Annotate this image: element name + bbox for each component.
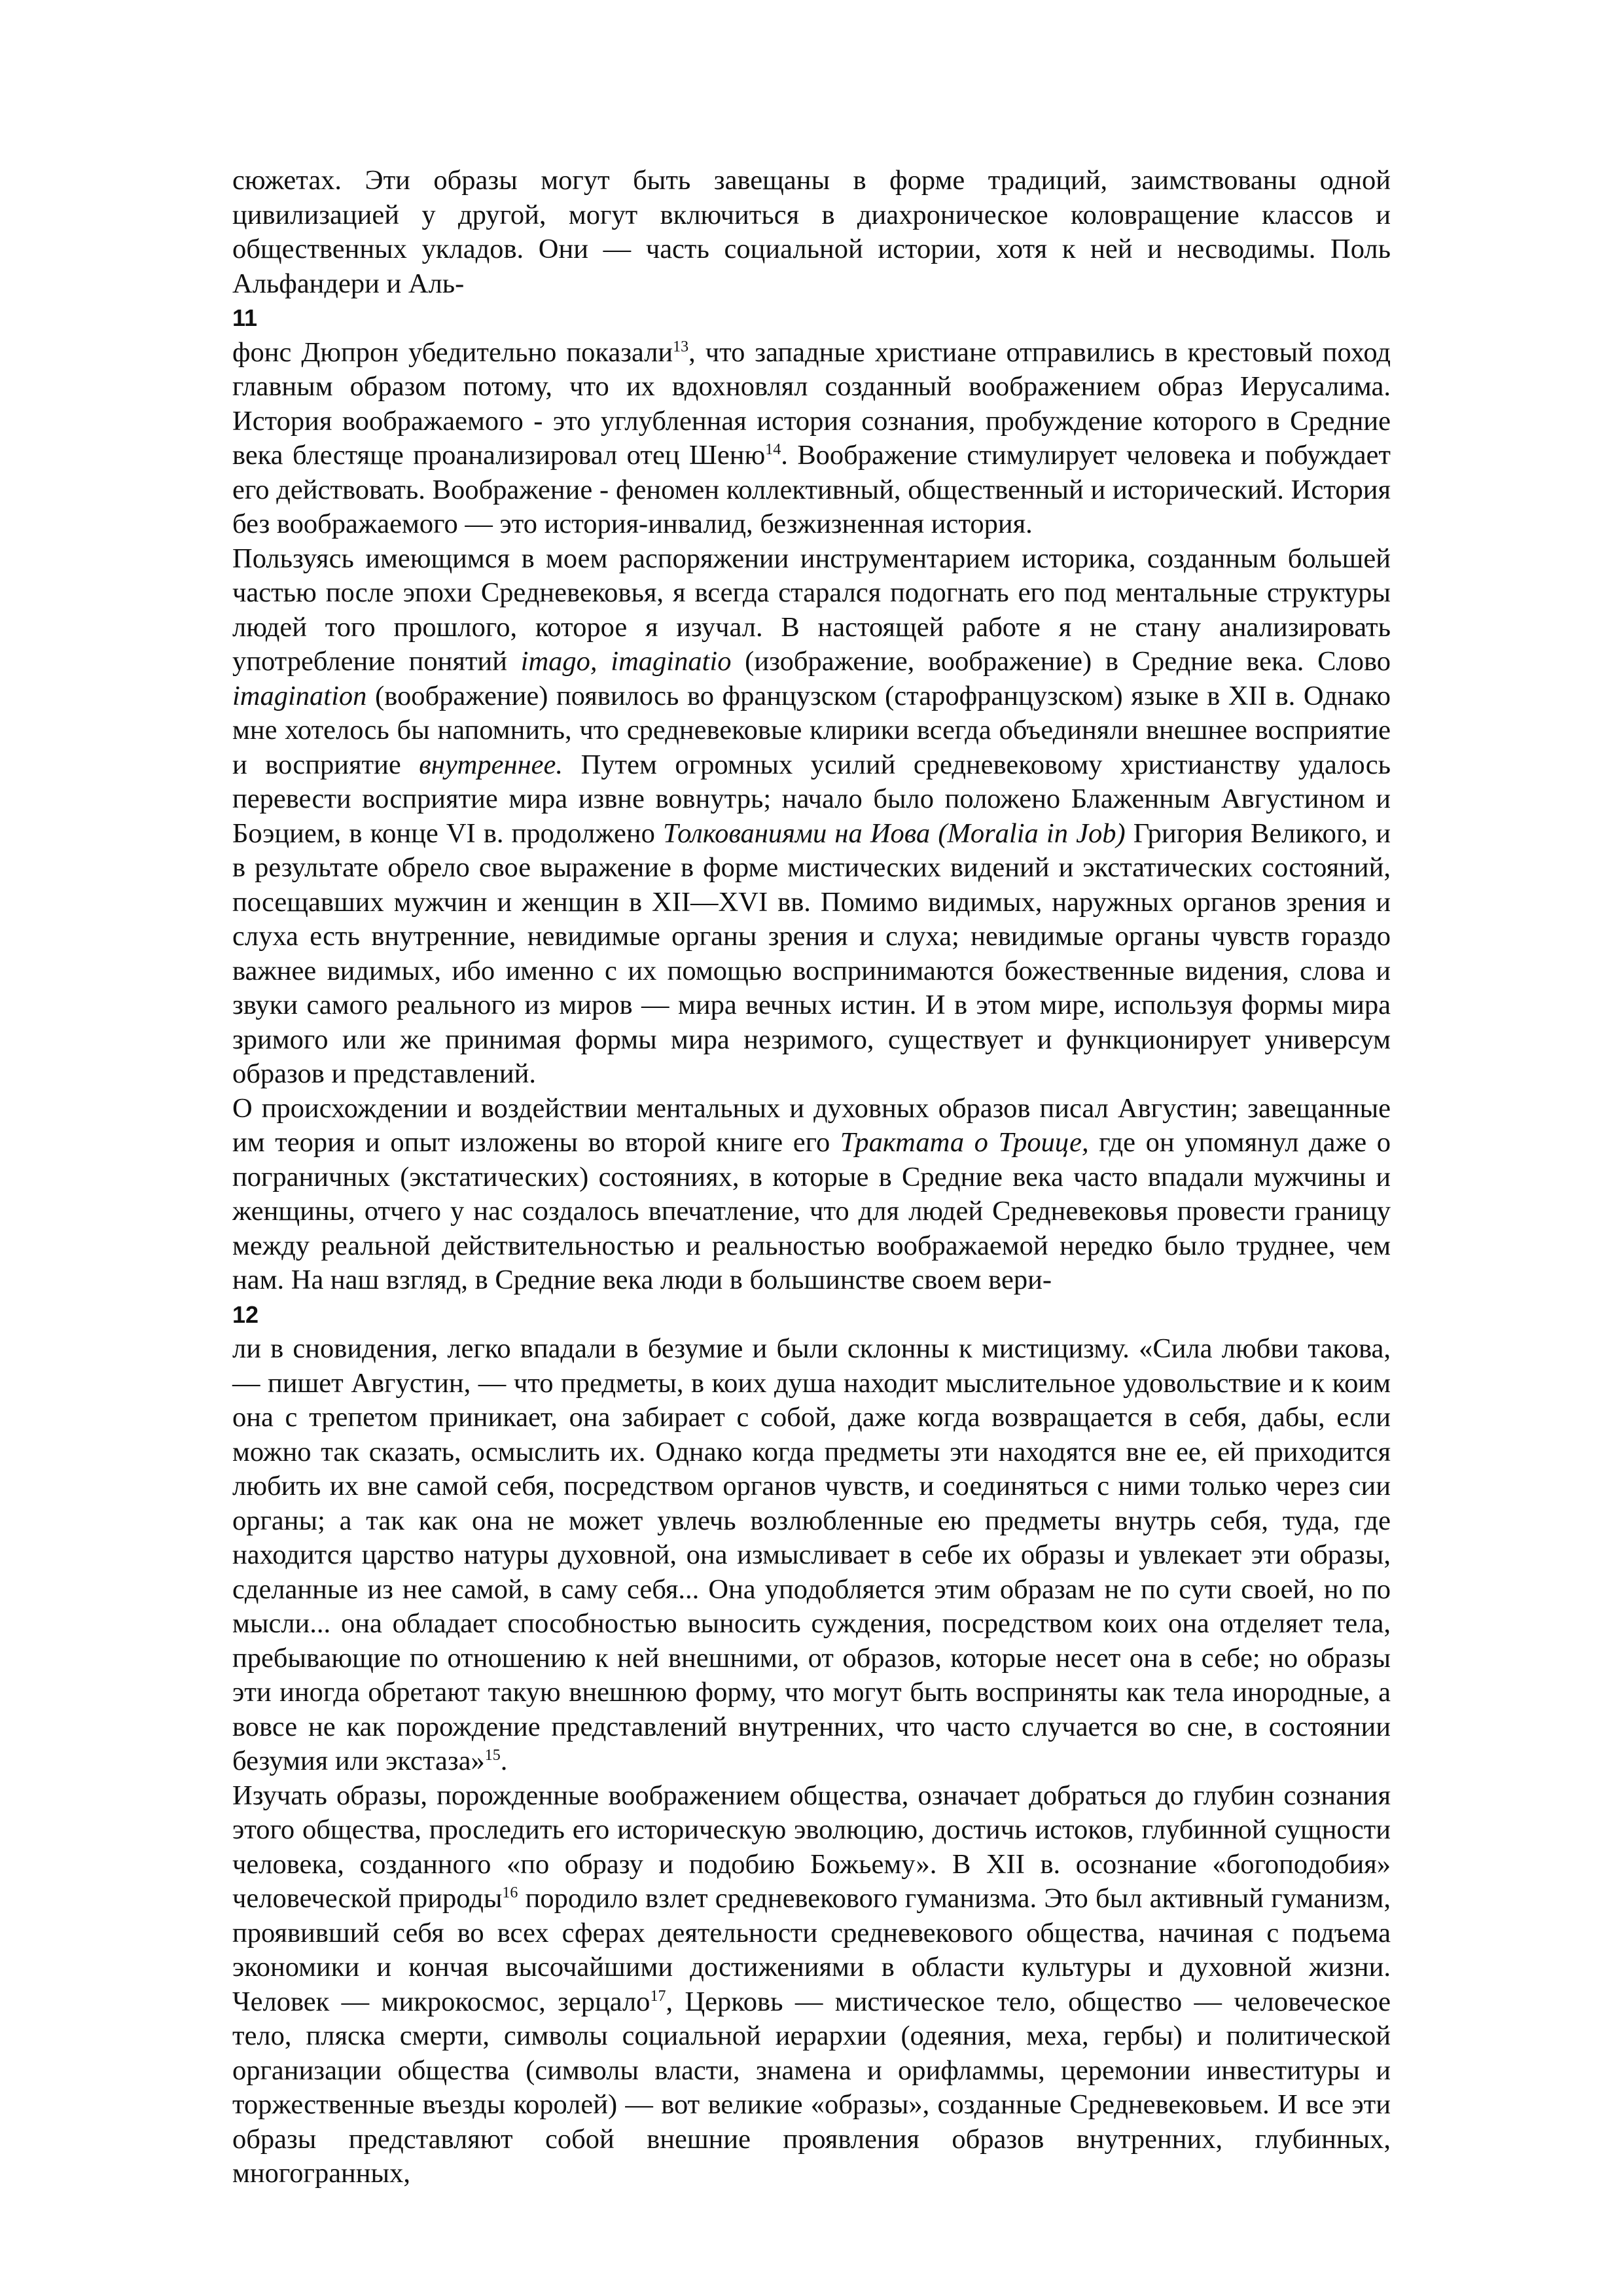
paragraph-6 bbox=[232, 1779, 1391, 2191]
text-run: фонс Дюпрон убедительно показали bbox=[232, 336, 673, 368]
text-run: . bbox=[500, 1746, 508, 1776]
page-number: 12 bbox=[232, 1300, 259, 1328]
footnote-ref[interactable]: 13 bbox=[673, 338, 689, 355]
paragraph-2 bbox=[232, 336, 1391, 542]
text-run: , что западные христиане отправились в крестовый поход главным образом потому, что их вдохновлял созданный воображением образ Иерусалима. История воображаемого - это углубленная история сознания, пробуждение которого в Средние века блестяще проанализировал отец Шеню bbox=[232, 336, 1391, 471]
text-run: где он упомянул даже о пограничных (экстатических) состояниях, в которые в Средние века часто впадали мужчины и женщины, отчего у нас создалось впечатление, что для людей Средневековья провести границу между реальной действительностью и реальностью воображаемой нередко было труднее, чем нам. На наш взгляд, в Средние века люди в большинстве своем вери- bbox=[232, 1127, 1391, 1295]
italic-term: внутреннее. bbox=[419, 749, 563, 780]
text-run: породило взлет средневекового гуманизма. Это был активный гуманизм, проявивший себя во всех сферах деятельности средневекового общества, начиная с подъема экономики и кончая высочайшими достижениями в области культуры и духовной жизни. Человек — микрокосмос, зерцало bbox=[232, 1883, 1391, 2017]
paragraph-1 bbox=[232, 164, 1391, 301]
book-title: Толкованиями на Иова (Moralia in Job) bbox=[663, 817, 1126, 849]
text-run: сюжетах. Эти образы могут быть завещаны в форме традиций, заимствованы одной цивилизацией у другой, могут включиться в диахроническое коловращение классов и общественных укладов. Они — часть социальной истории, хотя к ней и несводимы. Поль Альфандери и Аль- bbox=[232, 165, 1391, 299]
paragraph-4 bbox=[232, 1092, 1391, 1298]
text-run: . Воображение стимулирует человека и побуждает его действовать. Воображение - феномен коллективный, общественный и исторический. История без воображаемого — это история-инвалид, безжизненная история. bbox=[232, 440, 1391, 539]
text-run: (изображение, вообрaжение) в Средние века. Слово bbox=[731, 646, 1391, 677]
text-run: Путем огромных усилий средневековому христианству удалось перевести восприятие мира извне вовнутрь; начало было положено Блаженным Августином и Боэцием, в конце VI в. продолжено bbox=[232, 749, 1391, 849]
italic-term: imago, imaginatio bbox=[520, 646, 732, 677]
footnote-ref[interactable]: 17 bbox=[650, 1987, 666, 2005]
text-run: Пользуясь имеющимся в моем распоряжении инструментарием историка, созданным большей частью после эпохи Средневековья, я всегда старался подогнать его под ментальные структуры людей того прошлого, которое я изучал. В настоящей работе я не стану анализировать употребление понятий bbox=[232, 543, 1391, 677]
text-run: О происхождении и воздействии ментальных и духовных образов писал Августин; завещанные им теория и опыт изложены во второй книге его bbox=[232, 1092, 1391, 1158]
italic-term: imagination bbox=[232, 680, 367, 711]
text-run: Григория Великого, и в результате обрело свое выражение в форме мистических видений и экстатических состояний, посещавших мужчин и женщин в XII—XVI вв. Помимо видимых, наружных органов зрения и слуха есть внутренние, невидимые органы зрения и слуха; невидимые органы чувств гораздо важнее видимых, ибо именно с их помощью воспринимаются божественные видения, слова и звуки самого реального из миров — мира вечных истин. И в этом мире, используя формы мира зримого или же принимая формы мира незримого, существует и функционирует универсум образов и представлений. bbox=[232, 817, 1391, 1089]
text-run: , Церковь — мистическое тело, общество — человеческое тело, пляска смерти, символы социальной иерархии (одеяния, меха, гербы) и политической организации общества (символы власти, знамена и орифламмы, церемонии инвеституры и торжественные въезды королей) — вот великие «образы», созданные Средневековьем. И все эти образы представляют собой внешние проявления образов внутренних, глубинных, многогранных, bbox=[232, 1986, 1391, 2189]
text-run: (воображение) появилось во французском (старофранцузском) языке в XII в. Однако мне хотелось бы напомнить, что средневековые клирики всегда объединяли внешнее восприятие и восприятие bbox=[232, 680, 1391, 780]
text-run: Изучать образы, порожденные воображением общества, означает добраться до глубин сознания этого общества, проследить его историческую эволюцию, достичь истоков, глубинной сущности человека, созданного «по образу и подобию Божьему». В XII в. осознание «богоподобия» человеческой природы bbox=[232, 1780, 1391, 1914]
page-number: 11 bbox=[232, 304, 258, 331]
book-title: Трактата о Троице, bbox=[840, 1127, 1089, 1158]
paragraph-3 bbox=[232, 542, 1391, 1092]
footnote-ref[interactable]: 14 bbox=[765, 440, 781, 458]
paragraph-5 bbox=[232, 1332, 1391, 1779]
document-page bbox=[232, 164, 1391, 2191]
footnote-ref[interactable]: 15 bbox=[484, 1746, 501, 1764]
footnote-ref[interactable]: 16 bbox=[502, 1884, 518, 1901]
text-run: ли в сновидения, легко впадали в безумие и были склонны к мистицизму. «Сила любви такова, — пишет Августин, — что предметы, в коих душа находит мыслительное удовольствие и к коим она с трепетом приникает, она забирает с собой, даже когда возвращается в себя, дабы, если можно так сказать, осмыслить их. Однако когда предметы эти находятся вне ее, ей приходится любить их вне самой себя, посредством органов чувств, и соединяться с ними только через сии органы; а так как она не может увлечь возлюбленные ею предметы внутрь себя, туда, где находится царство натуры духовной, она измысливает в себе их образы и увлекает эти образы, сделанные из нее самой, в саму себя... Она уподобляется этим образам не по сути своей, но по мысли... она обладает способностью выносить суждения, посредством коих она отделяет тела, пребывающие по отношению к ней внешними, от образов, которые несет она в себе; но образы эти иногда обретают такую внешнюю форму, что могут быть восприняты как тела инородные, а вовсе не как порождение представлений внутренних, что часто случается во сне, в состоянии безумия или экстаза» bbox=[232, 1333, 1391, 1776]
